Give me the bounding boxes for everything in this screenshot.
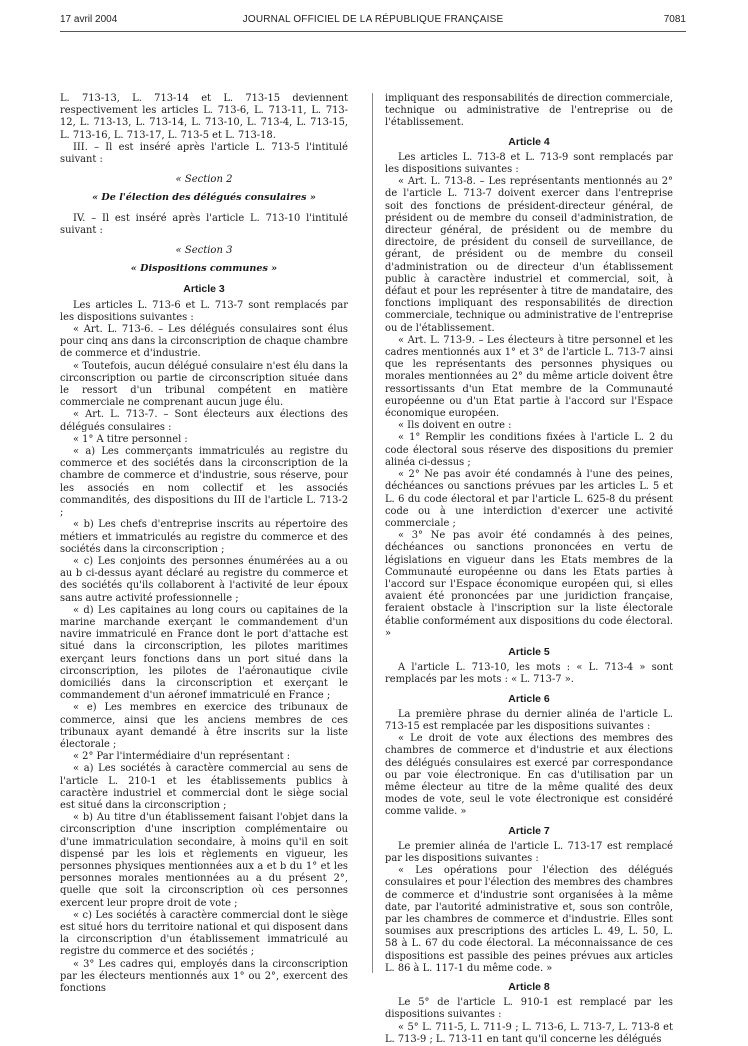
paragraph: « Art. L. 713-9. – Les électeurs à titre personnel et les cadres mentionnés aux 1° et 3° de l'article L. 713-7 ainsi que les représentants des personnes physiques ou morales mentionnées au 2° du même article doivent être ressortissants d'un Etat membre de la Communauté européenne ou d'un Etat partie à l'accord sur l'Espace économique européen. — [385, 334, 673, 420]
paragraph: « c) Les conjoints des personnes énumérées au a ou au b ci-dessus ayant déclaré au registre du commerce et des sociétés qu'ils collaborent à l'activité de leur époux sans autre activité professionnelle ; — [60, 555, 348, 604]
column-divider — [372, 93, 373, 973]
paragraph: L. 713-13, L. 713-14 et L. 713-15 deviennent respectivement les articles L. 713-6, L. 713-11, L. 713-12, L. 713-13, L. 713-14, L. 713-10, L. 713-4, L. 713-15, L. 713-16, L. 713-17, L. 713-5 et L. 713-18. — [60, 93, 348, 141]
paragraph: « Les opérations pour l'élection des délégués consulaires et pour l'élection des membres des chambres de commerce et d'industrie sont organisées à la même date, par l'autorité administrative et, sous son contrôle, par les chambres de commerce et d'industrie. Elles sont soumises aux prescriptions des articles L. 49, L. 50, L. 58 à L. 67 du code électoral. La méconnaissance de ces dispositions est passible des peines prévues aux articles L. 86 à L. 117-1 du même code. » — [385, 865, 673, 974]
paragraph: « Art. L. 713-6. – Les délégués consulaires sont élus pour cinq ans dans la circonscription de chaque chambre de commerce et d'industrie. — [60, 324, 348, 360]
paragraph: Les articles L. 713-6 et L. 713-7 sont remplacés par les dispositions suivantes : — [60, 299, 348, 323]
paragraph: « a) Les commerçants immatriculés au registre du commerce et des sociétés dans la circonscription de la chambre de commerce et d'industrie, sous réserve, pour les associés en nom collectif et les associés commandités, des dispositions du III de l'article L. 713-2 ; — [60, 446, 348, 519]
paragraph: « Ils doivent en outre : — [398, 420, 512, 432]
paragraph: « 5° L. 711-5, L. 711-9 ; L. 713-6, L. 713-7, L. 713-8 et L. 713-9 ; L. 713-11 en tant qu'il concerne les délégués — [385, 1021, 673, 1045]
paragraph: Le 5° de l'article L. 910-1 est remplacé par les dispositions suivantes : — [385, 997, 673, 1021]
section-title: « De l'élection des délégués consulaires » — [92, 192, 316, 204]
section-heading: « Section 2 — [175, 174, 233, 186]
paragraph: « b) Au titre d'un établissement faisant l'objet dans la circonscription d'une inscription complémentaire ou d'une immatriculation secondaire, à moins qu'il en soit dispensé par les lois et règlements en vigueur, les personnes physiques mentionnées aux a et b du 1° et les personnes morales mentionnées au a du présent 2°, quelle que soit la circonscription où ces personnes exercent leur propre droit de vote ; — [60, 812, 348, 909]
header-rule — [60, 31, 686, 32]
article-heading: Article 8 — [508, 981, 550, 994]
paragraph: IV. – Il est inséré après l'article L. 713-10 l'intitulé suivant : — [60, 212, 348, 236]
paragraph: « d) Les capitaines au long cours ou capitaines de la marine marchande exerçant le commandement d'un navire immatriculé en France dont le port d'attache est situé dans la circonscription, les pilotes maritimes exerçant leurs fonctions dans un port situé dans la circonscription, les pilotes de l'aéronautique civile domiciliés dans la circonscription et exerçant le commandement d'un aéronef immatriculé en France ; — [60, 604, 348, 702]
paragraph: Le premier alinéa de l'article L. 713-17 est remplacé par les dispositions suivantes : — [385, 840, 673, 864]
article-heading: Article 4 — [508, 135, 550, 148]
paragraph: Les articles L. 713-8 et L. 713-9 sont remplacés par les dispositions suivantes : — [385, 151, 673, 176]
paragraph: « a) Les sociétés à caractère commercial au sens de l'article L. 210-1 et les établissements publics à caractère industriel et commercial dont le siège social est situé dans la circonscription ; — [60, 763, 348, 811]
page-header — [60, 14, 686, 30]
paragraph: « Art. L. 713-7. – Sont électeurs aux élections des délégués consulaires : — [60, 409, 348, 433]
paragraph: « 2° Ne pas avoir été condamnés à l'une des peines, déchéances ou sanctions prévues par les articles L. 5 et L. 6 du code électoral et par l'article L. 625-8 du présent code ou à une interdiction d'exercer une activité commerciale ; — [385, 469, 673, 529]
header-journal-title: JOURNAL OFFICIEL DE LA RÉPUBLIQUE FRANÇAISE — [242, 14, 504, 25]
paragraph: III. – Il est inséré après l'article L. 713-5 l'intitulé suivant : — [60, 141, 348, 166]
paragraph: « Art. L. 713-8. – Les représentants mentionnés au 2° de l'article L. 713-7 doivent exercer dans l'entreprise soit des fonctions de président-directeur général, de président ou de membre du conseil d'administration, de directeur général, de président ou de membre du directoire, de président du conseil de surveillance, de gérant, de président ou de membre du conseil d'administration ou de directeur d'un établissement public à caractère industriel et commercial, soit, à défaut et pour les représenter à titre de mandataire, des fonctions impliquant des responsabilités de direction commerciale, technique ou administrative de l'entreprise ou de l'établissement. — [385, 176, 673, 334]
paragraph: « Toutefois, aucun délégué consulaire n'est élu dans la circonscription ou partie de circonscription située dans le ressort d'un tribunal compétent en matière commerciale ne comprenant aucun juge élu. — [60, 360, 348, 409]
header-page-number: 7081 — [663, 14, 686, 25]
paragraph: « c) Les sociétés à caractère commercial dont le siège est situé hors du territoire national et qui disposent dans la circonscription d'un établissement immatriculé au registre du commerce et des sociétés ; — [60, 909, 348, 958]
header-date: 17 avril 2004 — [60, 14, 118, 25]
article-heading: Article 6 — [508, 692, 550, 705]
paragraph: « Le droit de vote aux élections des membres des chambres de commerce et d'industrie et aux élections des délégués consulaires est exercé par correspondance ou par voie électronique. En cas d'utilisation par un même électeur au titre de la même qualité des deux modes de vote, seul le vote électronique est considéré comme valide. » — [385, 733, 673, 818]
section-title: « Dispositions communes » — [130, 263, 278, 275]
section-heading: « Section 3 — [175, 245, 233, 257]
paragraph: La première phrase du dernier alinéa de l'article L. 713-15 est remplacée par les dispositions suivantes : — [385, 708, 673, 732]
article-heading: Article 3 — [183, 283, 225, 296]
paragraph: « 3° Les cadres qui, employés dans la circonscription par les électeurs mentionnés aux 1° ou 2°, exercent des fonctions — [60, 958, 348, 995]
paragraph: « 1° Remplir les conditions fixées à l'article L. 2 du code électoral sous réserve des dispositions du premier alinéa ci-dessus ; — [385, 432, 673, 468]
paragraph: « 2° Par l'intermédiaire d'un représentant : — [73, 751, 291, 763]
paragraph: « b) Les chefs d'entreprise inscrits au répertoire des métiers et immatriculés au registre du commerce et des sociétés dans la circonscription ; — [60, 519, 348, 555]
paragraph: « e) Les membres en exercice des tribunaux de commerce, ainsi que les anciens membres de ces tribunaux ayant demandé à être inscrits sur la liste électorale ; — [60, 702, 348, 750]
paragraph: impliquant des responsabilités de direction commerciale, technique ou administrative de l'entreprise ou de l'établissement. — [385, 93, 673, 129]
article-heading: Article 5 — [508, 645, 550, 658]
paragraph: « 3° Ne pas avoir été condamnés à des peines, déchéances ou sanctions prononcées en vertu de législations en vigueur dans les Etats membres de la Communauté européenne ou dans les Etats parties à l'accord sur l'Espace économique européen qui, si elles avaient été prononcées par une juridiction française, feraient obstacle à l'inscription sur la liste électorale établie conformément aux dispositions du code électoral. » — [385, 530, 673, 639]
article-heading: Article 7 — [508, 824, 550, 837]
left-column — [60, 93, 348, 995]
paragraph: A l'article L. 713-10, les mots : « L. 713-4 » sont remplacés par les mots : « L. 713-7 ». — [385, 662, 673, 686]
paragraph: « 1° A titre personnel : — [73, 433, 188, 445]
right-column — [385, 93, 673, 1045]
